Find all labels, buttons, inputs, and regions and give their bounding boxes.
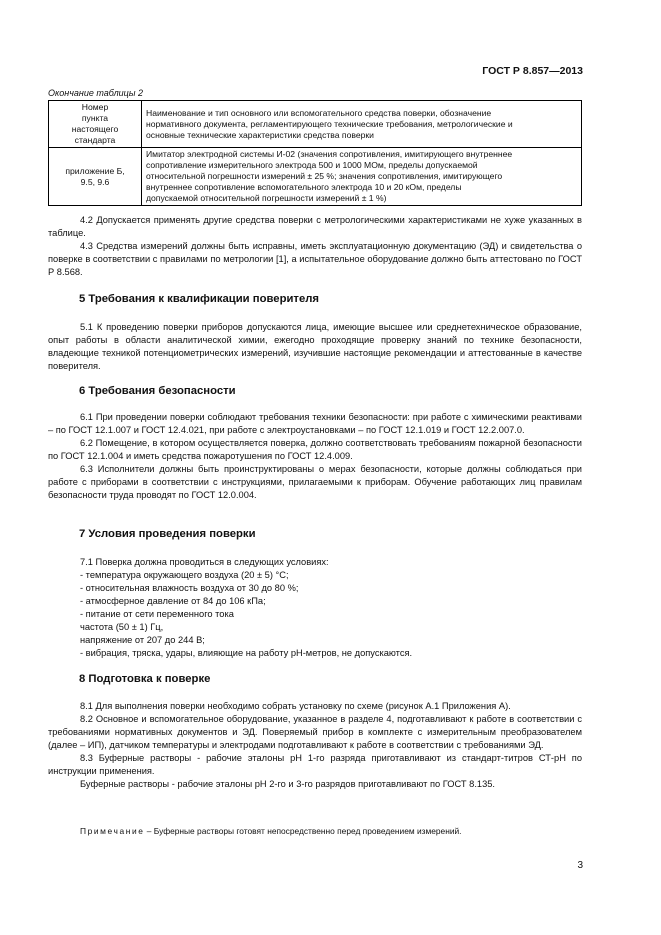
header-col1-line: настоящего: [71, 124, 119, 134]
table-header-col2: [142, 101, 582, 148]
table-header-col1: [49, 101, 142, 148]
header-col1-line: пункта: [81, 113, 109, 123]
document-header: ГОСТ Р 8.857—2013: [482, 65, 583, 77]
row-col2-line: внутреннее сопротивление вспомогательного электрода 10 и 20 кОм, пределы: [146, 182, 462, 192]
condition-item: - вибрация, тряска, удары, влияющие на работу рН-метров, не допускаются.: [80, 648, 413, 658]
header-col1-line: стандарта: [74, 135, 116, 145]
section-5-heading: 5 Требования к квалификации поверителя: [79, 293, 319, 305]
table-caption: Окончание таблицы 2: [48, 88, 143, 98]
section-6-body: [48, 411, 582, 502]
section-8-heading: 8 Подготовка к поверке: [79, 673, 211, 685]
section-6-heading: 6 Требования безопасности: [79, 385, 236, 397]
row-col1-line: 9.5, 9.6: [80, 176, 110, 187]
paragraph-4-3: 4.3 Средства измерений должны быть исправны, иметь эксплуатационную документацию (ЭД) и свидетельства о поверке в соответствии с правилами по метрологии [1], а испытательное оборудование должно быть аттестовано по ГОСТ Р 8.568.: [48, 241, 582, 277]
condition-item: - температура окружающего воздуха (20 ± 5) °С;: [80, 570, 289, 580]
row-col2-line: относительной погрешности измерений ± 25 %; значения сопротивления, имитирующего: [146, 171, 503, 181]
condition-item: - относительная влажность воздуха от 30 до 80 %;: [80, 583, 299, 593]
note-label: Примечание: [80, 826, 145, 836]
paragraph-8-1: 8.1 Для выполнения поверки необходимо собрать установку по схеме (рисунок А.1 Приложения А).: [80, 701, 511, 711]
paragraph-5-1: 5.1 К проведению поверки приборов допускаются лица, имеющие высшее или среднетехническое образование, опыт работы в области аналитической химии, ежегодно проходящие проверку знаний по технике безопасности, владеющие техникой потенциометрических измерений, изучившие настоящие рекомендации и аттестованные в качестве поверителя.: [48, 322, 582, 371]
header-col1-line: Номер: [81, 102, 109, 112]
condition-item: - питание от сети переменного тока: [80, 609, 234, 619]
paragraph-8-3: 8.3 Буферные растворы - рабочие эталоны рН 1-го разряда приготавливают из стандарт-титров СТ-рН по инструкции применения.: [48, 753, 582, 776]
table-row-col2: [142, 148, 582, 206]
paragraph-6-2: 6.2 Помещение, в котором осуществляется поверка, должно соответствовать требованиям пожарной безопасности по ГОСТ 12.1.004 и иметь средства пожаротушения по ГОСТ 12.4.009.: [48, 438, 582, 461]
condition-item: частота (50 ± 1) Гц,: [80, 622, 164, 632]
condition-item: напряжение от 207 до 244 В;: [80, 635, 205, 645]
condition-item: - атмосферное давление от 84 до 106 кПа;: [80, 596, 266, 606]
section-8-body: [48, 700, 582, 791]
table-row-col1: [49, 148, 142, 206]
note: [80, 826, 462, 836]
table-row: [49, 148, 582, 206]
row-col2-line: сопротивление измерительного электрода 500 и 1000 МОм, пределы допускаемой: [146, 160, 478, 170]
header-col2-line: Наименование и тип основного или вспомогательного средства поверки, обозначение: [146, 107, 492, 118]
section-7-heading: 7 Условия проведения поверки: [79, 528, 256, 540]
section-5-body: [48, 321, 582, 373]
note-text: – Буферные растворы готовят непосредственно перед проведением измерений.: [144, 826, 462, 836]
page-number: 3: [577, 860, 583, 871]
section-4-continuation: [48, 214, 582, 279]
header-col2-line: нормативного документа, регламентирующего технические требования, метрологические и: [146, 118, 513, 129]
paragraph-4-2: 4.2 Допускается применять другие средства поверки с метрологическими характеристиками не хуже указанных в таблице.: [48, 215, 582, 238]
row-col2-line: Имитатор электродной системы И-02 (значения сопротивления, имитирующего внутреннее: [146, 149, 513, 159]
section-7-body: [48, 556, 582, 660]
paragraph-7-1: 7.1 Поверка должна проводиться в следующих условиях:: [80, 557, 329, 567]
row-col2-line: допускаемой относительной погрешности измерений ± 1 %): [146, 193, 387, 203]
header-col2-line: основные технические характеристики средства поверки: [146, 129, 374, 140]
equipment-table: [48, 100, 582, 206]
paragraph-8-3-buffers: Буферные растворы - рабочие эталоны рН 2-го и 3-го разрядов приготавливают по ГОСТ 8.135.: [80, 779, 496, 789]
paragraph-6-3: 6.3 Исполнители должны быть проинструктированы о мерах безопасности, которые должны соблюдаться при работе с приборами в соответствии с инструкциями, прилагаемыми к приборам. Обучение работающих лиц правилам безопасности труда проводят по ГОСТ 12.0.004.: [48, 464, 582, 500]
table-header-row: [49, 101, 582, 148]
row-col1-line: приложение Б,: [65, 165, 125, 176]
paragraph-6-1: 6.1 При проведении поверки соблюдают требования техники безопасности: при работе с химическими реактивами – по ГОСТ 12.1.007 и ГОСТ 12.4.021, при работе с электроустановками – по ГОСТ 12.1.019 и ГОСТ 12.2.007.0.: [48, 412, 582, 435]
paragraph-8-2: 8.2 Основное и вспомогательное оборудование, указанное в разделе 4, подготавливают к работе в соответствии с требованиями нормативных документов и ЭД. Поверяемый прибор в комплекте с измерительным преобразователем (далее – ИП), датчиком температуры и электродами подготавливают к работе в соответствии с требованиями ЭД.: [48, 714, 582, 750]
